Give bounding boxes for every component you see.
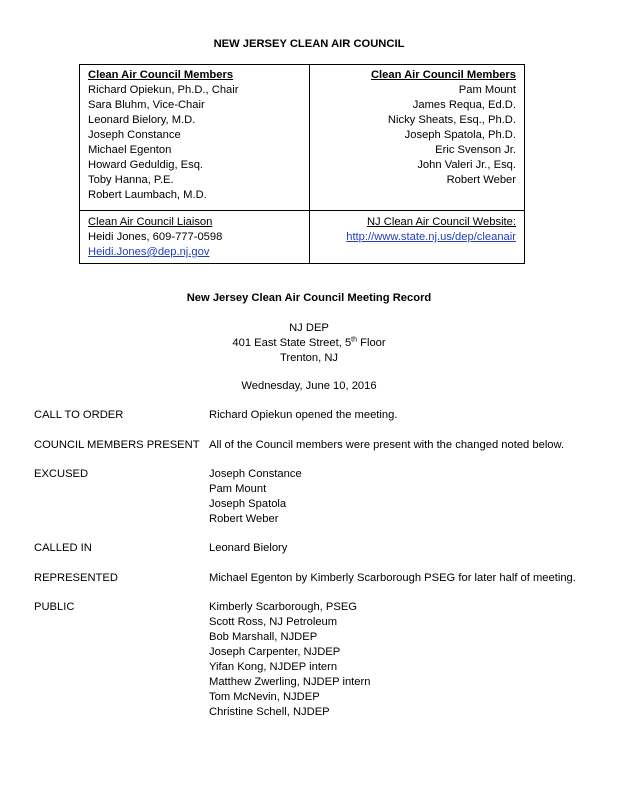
address-floor: Floor (357, 337, 386, 349)
member-name: Michael Egenton (88, 144, 172, 156)
section-value (209, 438, 564, 453)
section-value (209, 600, 370, 720)
liaison-name-phone: Heidi Jones, 609-777-0598 (88, 231, 223, 243)
list-item: Joseph Carpenter, NJDEP (209, 646, 341, 658)
member-name: Toby Hanna, P.E. (88, 174, 174, 186)
member-name: Leonard Bielory, M.D. (88, 114, 196, 126)
list-item: Bob Marshall, NJDEP (209, 631, 318, 643)
table-divider-vertical (309, 65, 310, 263)
section-label: EXCUSED (34, 468, 89, 480)
member-name: Howard Geduldig, Esq. (88, 159, 204, 171)
member-name: Eric Svenson Jr. (435, 144, 516, 156)
list-item: Joseph Constance (209, 468, 302, 480)
members-left-header: Clean Air Council Members (88, 69, 234, 81)
member-name: Robert Laumbach, M.D. (88, 189, 207, 201)
list-item: Joseph Spatola (209, 498, 287, 510)
members-table (79, 64, 525, 264)
meeting-location (0, 321, 618, 366)
meeting-record-title: New Jersey Clean Air Council Meeting Record (186, 292, 432, 304)
website-header: NJ Clean Air Council Website: (366, 216, 516, 228)
list-item: Matthew Zwerling, NJDEP intern (209, 676, 371, 688)
liaison-email-link[interactable]: Heidi.Jones@dep.nj.gov (88, 246, 210, 258)
address-text: 401 East State Street, 5 (232, 337, 352, 349)
member-name: Nicky Sheats, Esq., Ph.D. (387, 114, 516, 126)
section-text: All of the Council members were present with the changed noted below. (209, 439, 565, 451)
section-value (209, 408, 397, 423)
section-label: COUNCIL MEMBERS PRESENT (34, 439, 200, 451)
meeting-date: Wednesday, June 10, 2016 (241, 380, 377, 392)
section-value (209, 541, 287, 556)
member-name: Pam Mount (458, 84, 516, 96)
list-item: Yifan Kong, NJDEP intern (209, 661, 338, 673)
website-link[interactable]: http://www.state.nj.us/dep/cleanair (346, 231, 516, 243)
section-text: Michael Egenton by Kimberly Scarborough PSEG for later half of meeting. (209, 572, 576, 584)
section-text: Richard Opiekun opened the meeting. (209, 409, 398, 421)
member-name: Robert Weber (446, 174, 516, 186)
section-value (209, 467, 302, 527)
list-item: Pam Mount (209, 483, 267, 495)
section-label: PUBLIC (34, 601, 75, 613)
members-left-column (88, 68, 238, 203)
member-name: Sara Bluhm, Vice-Chair (88, 99, 205, 111)
list-item: Kimberly Scarborough, PSEG (209, 601, 357, 613)
document-title: NEW JERSEY CLEAN AIR COUNCIL (213, 38, 405, 50)
members-right-header: Clean Air Council Members (370, 69, 516, 81)
location-address (0, 336, 618, 351)
section-label: REPRESENTED (34, 572, 118, 584)
section-text: Leonard Bielory (209, 542, 288, 554)
section-label: CALLED IN (34, 542, 92, 554)
list-item: Tom McNevin, NJDEP (209, 691, 320, 703)
location-city: Trenton, NJ (279, 352, 339, 364)
liaison-block (88, 215, 222, 260)
section-label: CALL TO ORDER (34, 409, 124, 421)
list-item: Scott Ross, NJ Petroleum (209, 616, 338, 628)
section-value (209, 571, 576, 586)
member-name: Joseph Spatola, Ph.D. (404, 129, 516, 141)
list-item: Christine Schell, NJDEP (209, 706, 330, 718)
member-name: Richard Opiekun, Ph.D., Chair (88, 84, 239, 96)
liaison-header: Clean Air Council Liaison (88, 216, 213, 228)
member-name: James Requa, Ed.D. (412, 99, 516, 111)
location-org: NJ DEP (289, 322, 329, 334)
list-item: Robert Weber (209, 513, 279, 525)
table-divider-horizontal (80, 210, 524, 211)
member-name: John Valeri Jr., Esq. (417, 159, 516, 171)
members-right-column (371, 68, 516, 188)
website-block (346, 215, 516, 245)
address-superscript: th (351, 336, 358, 344)
member-name: Joseph Constance (88, 129, 181, 141)
